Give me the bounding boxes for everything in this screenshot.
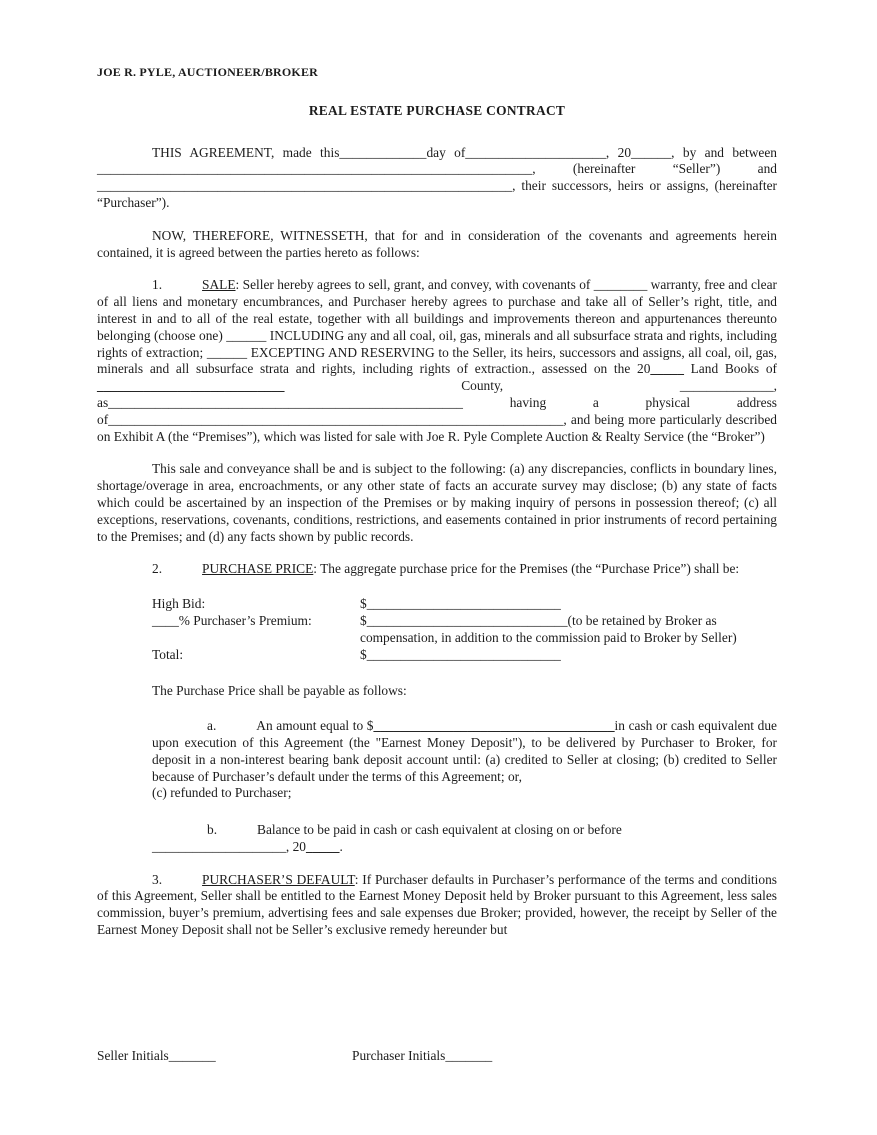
page-footer bbox=[97, 1048, 777, 1065]
document-title: REAL ESTATE PURCHASE CONTRACT bbox=[308, 102, 566, 118]
section-3-purchasers-default bbox=[97, 856, 777, 939]
text-run: THIS AGREEMENT, made this_____________day of_____________________, 20______, by and between bbox=[152, 144, 777, 160]
price-row-label bbox=[152, 596, 360, 613]
text-run: 1. bbox=[152, 277, 163, 293]
text-run: High Bid: bbox=[152, 596, 206, 612]
text-run: ______________________________________________________________ bbox=[97, 178, 513, 194]
text-run: This sale and conveyance shall be and is subject to the following: (a) any discrepancies, conflicts in boundary lines, shortage/overage in area, encroachments, or any other state of facts an accurate survey may disclose; (b) any state of facts which could be ascertained by an inspection of the Premises or by making inquiry of persons in possession thereof; (c) all exceptions, reservations, covenants, conditions, restrictions, and easements contained in prior instruments of record pertaining to the Premises; and (d) any facts shown by public records. bbox=[97, 461, 777, 544]
text-run: 3. bbox=[152, 871, 163, 887]
seller-initials-label: Seller Initials bbox=[97, 1048, 169, 1063]
text-run: An amount equal to $ bbox=[256, 718, 374, 734]
item-a-earnest-money bbox=[152, 700, 777, 802]
broker-header: JOE R. PYLE, AUCTIONEER/BROKER bbox=[97, 65, 319, 79]
underlined-heading: SALE bbox=[202, 277, 236, 293]
intro-paragraph bbox=[97, 120, 777, 212]
price-row-value bbox=[360, 647, 777, 664]
text-run: $_____________________________ bbox=[360, 646, 561, 662]
purchaser-initials-blank: _______ bbox=[445, 1048, 493, 1063]
text-run: ____________________________ bbox=[97, 378, 285, 394]
text-run: The Purchase Price shall be payable as follows: bbox=[152, 683, 407, 699]
underlined-heading: PURCHASE PRICE bbox=[202, 561, 314, 577]
text-run: $______________________________(to be retained by Broker as compensation, in addition to the commission paid to Broker by Seller) bbox=[360, 612, 737, 645]
text-run: : Seller hereby agrees to sell, grant, and convey, with covenants of ________ warranty, free and clear of all liens and monetary encumbrances, and Purchaser hereby agrees to purchase and take all of Seller’s right, title, and interest in and to all of the real estate, together with all buildings and improvements thereon and appurtenances thereunto belonging (choose one) ______ INCLUDING any and all coal, oil, gas, minerals and all subsurface strata and rights, including rights of extraction; ______ EXCEPTING AND RESERVING to the Seller, its heirs, successors and assigns, all coal, oil, gas, minerals and all subsurface strata and rights, including rights of extraction., assessed on the 20 bbox=[97, 277, 777, 377]
contract-text bbox=[97, 120, 777, 939]
text-run: _________________________________________________________________ bbox=[97, 161, 533, 177]
seller-initials bbox=[97, 1048, 352, 1065]
purchasers-premium-row bbox=[152, 613, 777, 647]
text-run: Balance to be paid in cash or cash equivalent at closing on or before bbox=[257, 822, 622, 838]
document-body bbox=[97, 64, 777, 939]
purchase-price-table bbox=[152, 578, 777, 663]
text-run: in cash or cash equivalent due upon execution of this Agreement (the "Earnest Money Deposit"), to be delivered by Purchaser to Broker, for deposit in a non-interest bearing bank deposit account until: (a) credited to Seller at closing; (b) credited to Seller because of Purchaser’s default under the terms of this Agreement; or, bbox=[152, 718, 777, 784]
witnesseth-paragraph bbox=[97, 212, 777, 262]
subject-to-paragraph bbox=[97, 445, 777, 545]
text-run: $_____________________________ bbox=[360, 596, 561, 612]
text-run: ____________________________________ bbox=[373, 718, 615, 734]
section-2-purchase-price bbox=[97, 545, 777, 578]
text-run: b. bbox=[207, 822, 218, 838]
payable-as-follows bbox=[152, 663, 777, 700]
text-run: . bbox=[339, 838, 343, 854]
text-run: ____________________, 20 bbox=[152, 838, 306, 854]
price-row-value bbox=[360, 613, 777, 647]
purchaser-initials bbox=[352, 1048, 492, 1065]
text-run: Total: bbox=[152, 646, 184, 662]
text-run: (c) refunded to Purchaser; bbox=[152, 785, 292, 801]
item-b-balance bbox=[152, 802, 777, 856]
price-row-label bbox=[152, 613, 360, 630]
price-row-value bbox=[360, 596, 777, 613]
text-run: : If Purchaser defaults in Purchaser’s performance of the terms and conditions of this Agreement, Seller shall be entitled to the Earnest Money Deposit held by Broker pursuant to this Agreement, less sales commission, buyer’s premium, advertising fees and sale expenses due Broker; provided, however, the receipt by Seller of the Earnest Money Deposit shall not be Seller’s exclusive remedy hereunder but bbox=[97, 871, 777, 938]
text-run: County, ______________, as_____________________________________________________ having a physical address of____________________________________________________________________, and being more particularly described on Exhibit A (the “Premises”), which was listed for sale with Joe R. Pyle Complete Auction & Realty Service (the “Broker”) bbox=[97, 378, 777, 444]
text-run: NOW, THEREFORE, WITNESSETH, that for and in consideration of the covenants and agreements herein contained, it is agreed between the parties hereto as follows: bbox=[97, 227, 777, 260]
high-bid-row bbox=[152, 596, 777, 613]
text-run: Land Books of bbox=[683, 361, 777, 377]
seller-initials-blank: _______ bbox=[168, 1048, 216, 1063]
total-row bbox=[152, 647, 777, 664]
price-row-label bbox=[152, 647, 360, 664]
section-1-sale bbox=[97, 261, 777, 445]
text-run: _____ bbox=[650, 361, 684, 377]
purchaser-initials-label: Purchaser Initials bbox=[352, 1048, 446, 1063]
text-run: : The aggregate purchase price for the Premises (the “Purchase Price”) shall be: bbox=[313, 561, 740, 577]
underlined-heading: PURCHASER’S DEFAULT bbox=[202, 871, 355, 887]
text-run: 2. bbox=[152, 561, 163, 577]
text-run: ____% Purchaser’s Premium: bbox=[152, 612, 312, 628]
text-run: a. bbox=[207, 718, 217, 734]
text-run: , their successors, heirs or assigns, (hereinafter “Purchaser”). bbox=[97, 178, 777, 210]
text-run: _____ bbox=[306, 838, 340, 854]
text-run: , (hereinafter “Seller”) and bbox=[532, 161, 777, 177]
